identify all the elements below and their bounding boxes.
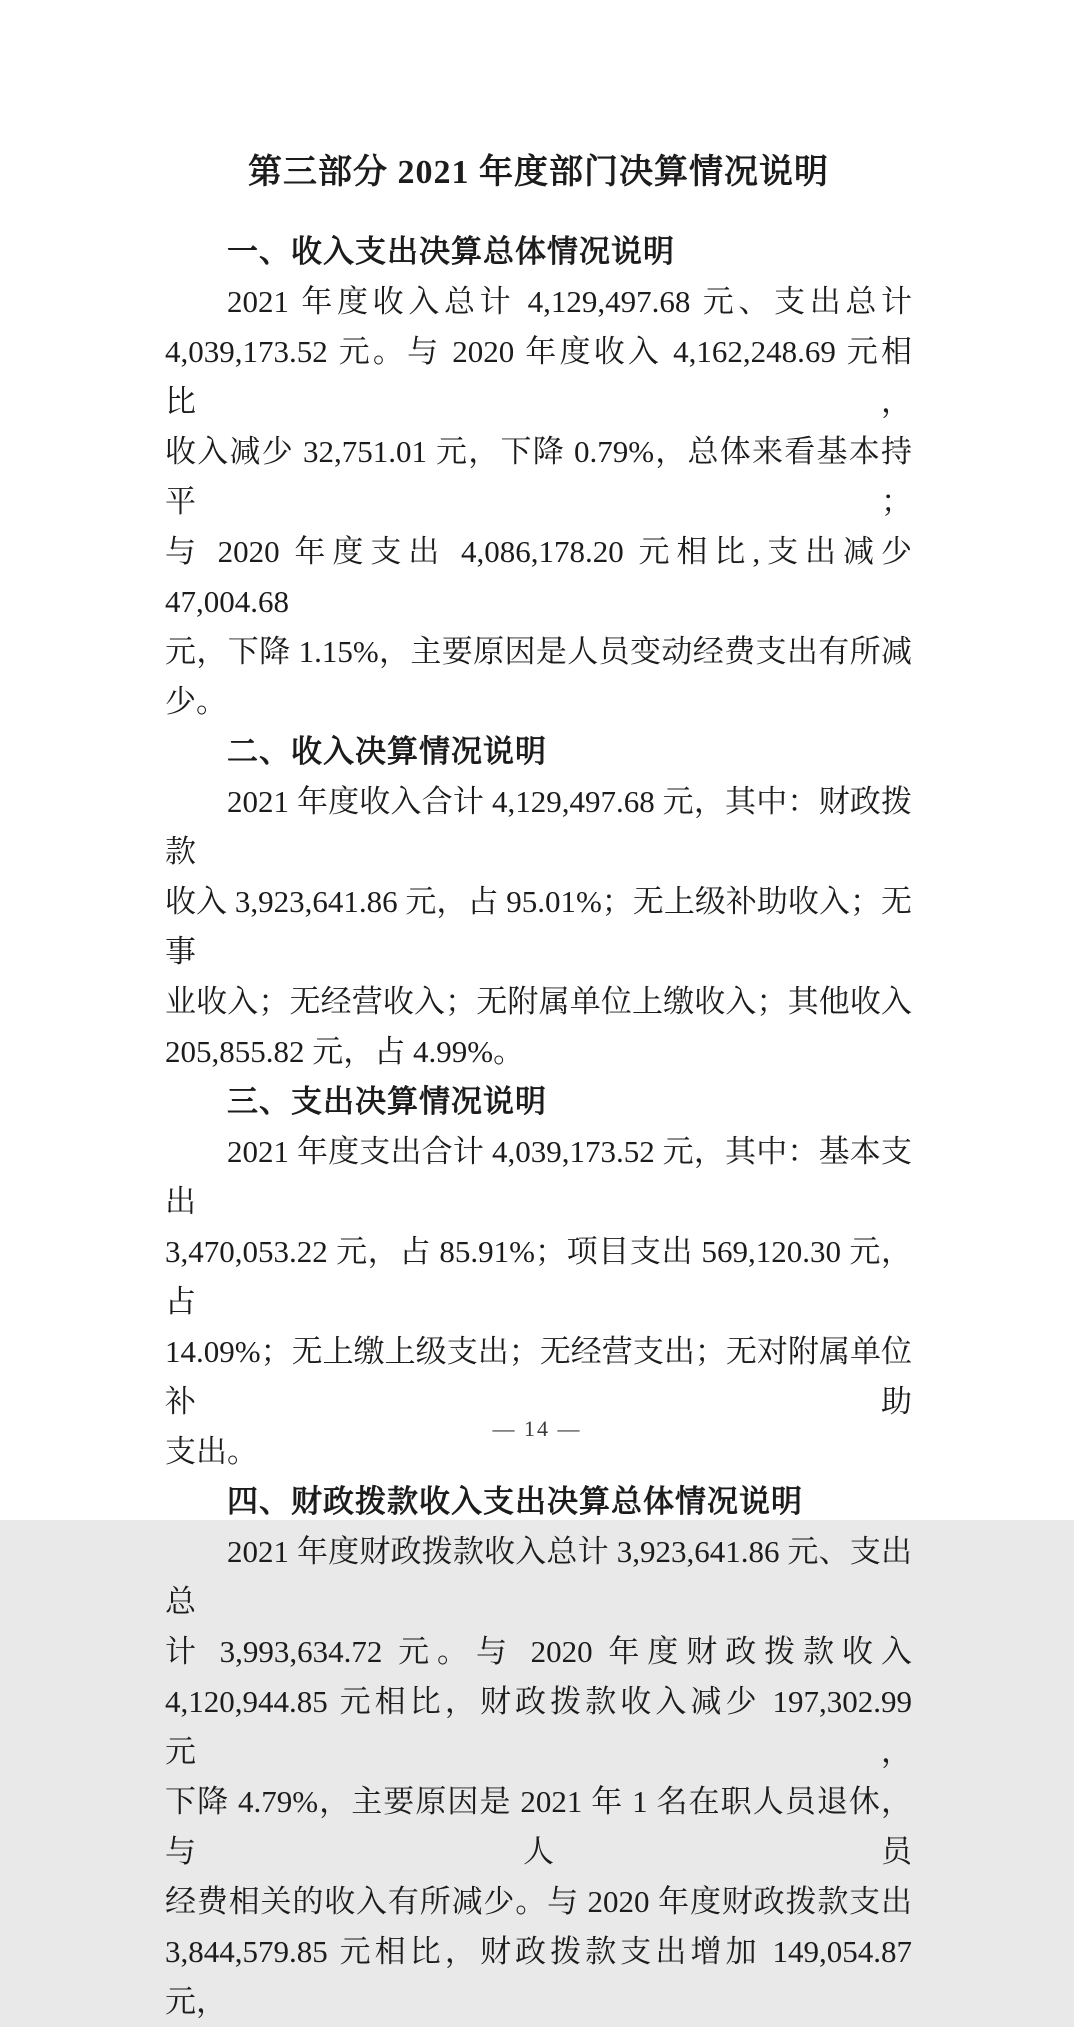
section-income-heading: 二、收入决算情况说明 bbox=[227, 734, 547, 769]
section-income bbox=[165, 727, 912, 1077]
section-overall bbox=[165, 227, 912, 727]
paragraph-line: 14.09%；无上缴上级支出；无经营支出；无对附属单位补助 bbox=[165, 1334, 912, 1419]
paragraph-line: 经费相关的收入有所减少。与 2020 年度财政拨款支出 bbox=[165, 1884, 912, 1919]
paragraph-line: 3,470,053.22 元，占 85.91%；项目支出 569,120.30 元，占 bbox=[165, 1234, 912, 1319]
paragraph-line: 2021 年度收入总计 4,129,497.68 元、支出总计 bbox=[227, 284, 912, 319]
paragraph-line: 下降 4.79%，主要原因是 2021 年 1 名在职人员退休，与人员 bbox=[165, 1784, 912, 1869]
section-income-paragraph bbox=[165, 777, 912, 1077]
section-overall-heading: 一、收入支出决算总体情况说明 bbox=[227, 234, 675, 269]
paragraph-line: 3,844,579.85 元相比，财政拨款支出增加 149,054.87 元， bbox=[165, 1934, 912, 2019]
section-fiscal-appropriation-paragraph bbox=[165, 1527, 912, 2027]
paragraph-line: 支出。 bbox=[165, 1434, 258, 1469]
paragraph-line: 收入减少 32,751.01 元，下降 0.79%，总体来看基本持平； bbox=[165, 434, 912, 519]
section-overall-paragraph bbox=[165, 277, 912, 727]
paragraph-line: 205,855.82 元，占 4.99%。 bbox=[165, 1034, 525, 1069]
section-expenditure-heading: 三、支出决算情况说明 bbox=[227, 1084, 547, 1119]
paragraph-line: 4,039,173.52 元。与 2020 年度收入 4,162,248.69 元相比， bbox=[165, 334, 912, 419]
section-fiscal-appropriation bbox=[165, 1477, 912, 2027]
page-number: — 14 — bbox=[492, 1416, 582, 1441]
paragraph-line: 业收入；无经营收入；无附属单位上缴收入；其他收入 bbox=[165, 984, 912, 1019]
paragraph-line: 2021 年度财政拨款收入总计 3,923,641.86 元、支出总 bbox=[165, 1534, 912, 1619]
paragraph-line: 计 3,993,634.72 元。与 2020 年度财政拨款收入 bbox=[165, 1634, 912, 1669]
section-fiscal-appropriation-heading: 四、财政拨款收入支出决算总体情况说明 bbox=[227, 1484, 803, 1519]
paragraph-line: 收入 3,923,641.86 元，占 95.01%；无上级补助收入；无事 bbox=[165, 884, 912, 969]
paragraph-line: 2021 年度支出合计 4,039,173.52 元，其中：基本支出 bbox=[165, 1134, 912, 1219]
paragraph-line: 元，下降 1.15%，主要原因是人员变动经费支出有所减少。 bbox=[165, 634, 912, 719]
page-title: 第三部分 2021 年度部门决算情况说明 bbox=[248, 154, 829, 191]
paragraph-line: 4,120,944.85 元相比，财政拨款收入减少 197,302.99 元， bbox=[165, 1684, 912, 1769]
paragraph-line: 2021 年度收入合计 4,129,497.68 元，其中：财政拨款 bbox=[165, 784, 912, 869]
paragraph-line: 与 2020 年度支出 4,086,178.20 元相比,支出减少 47,004.68 bbox=[165, 534, 912, 619]
